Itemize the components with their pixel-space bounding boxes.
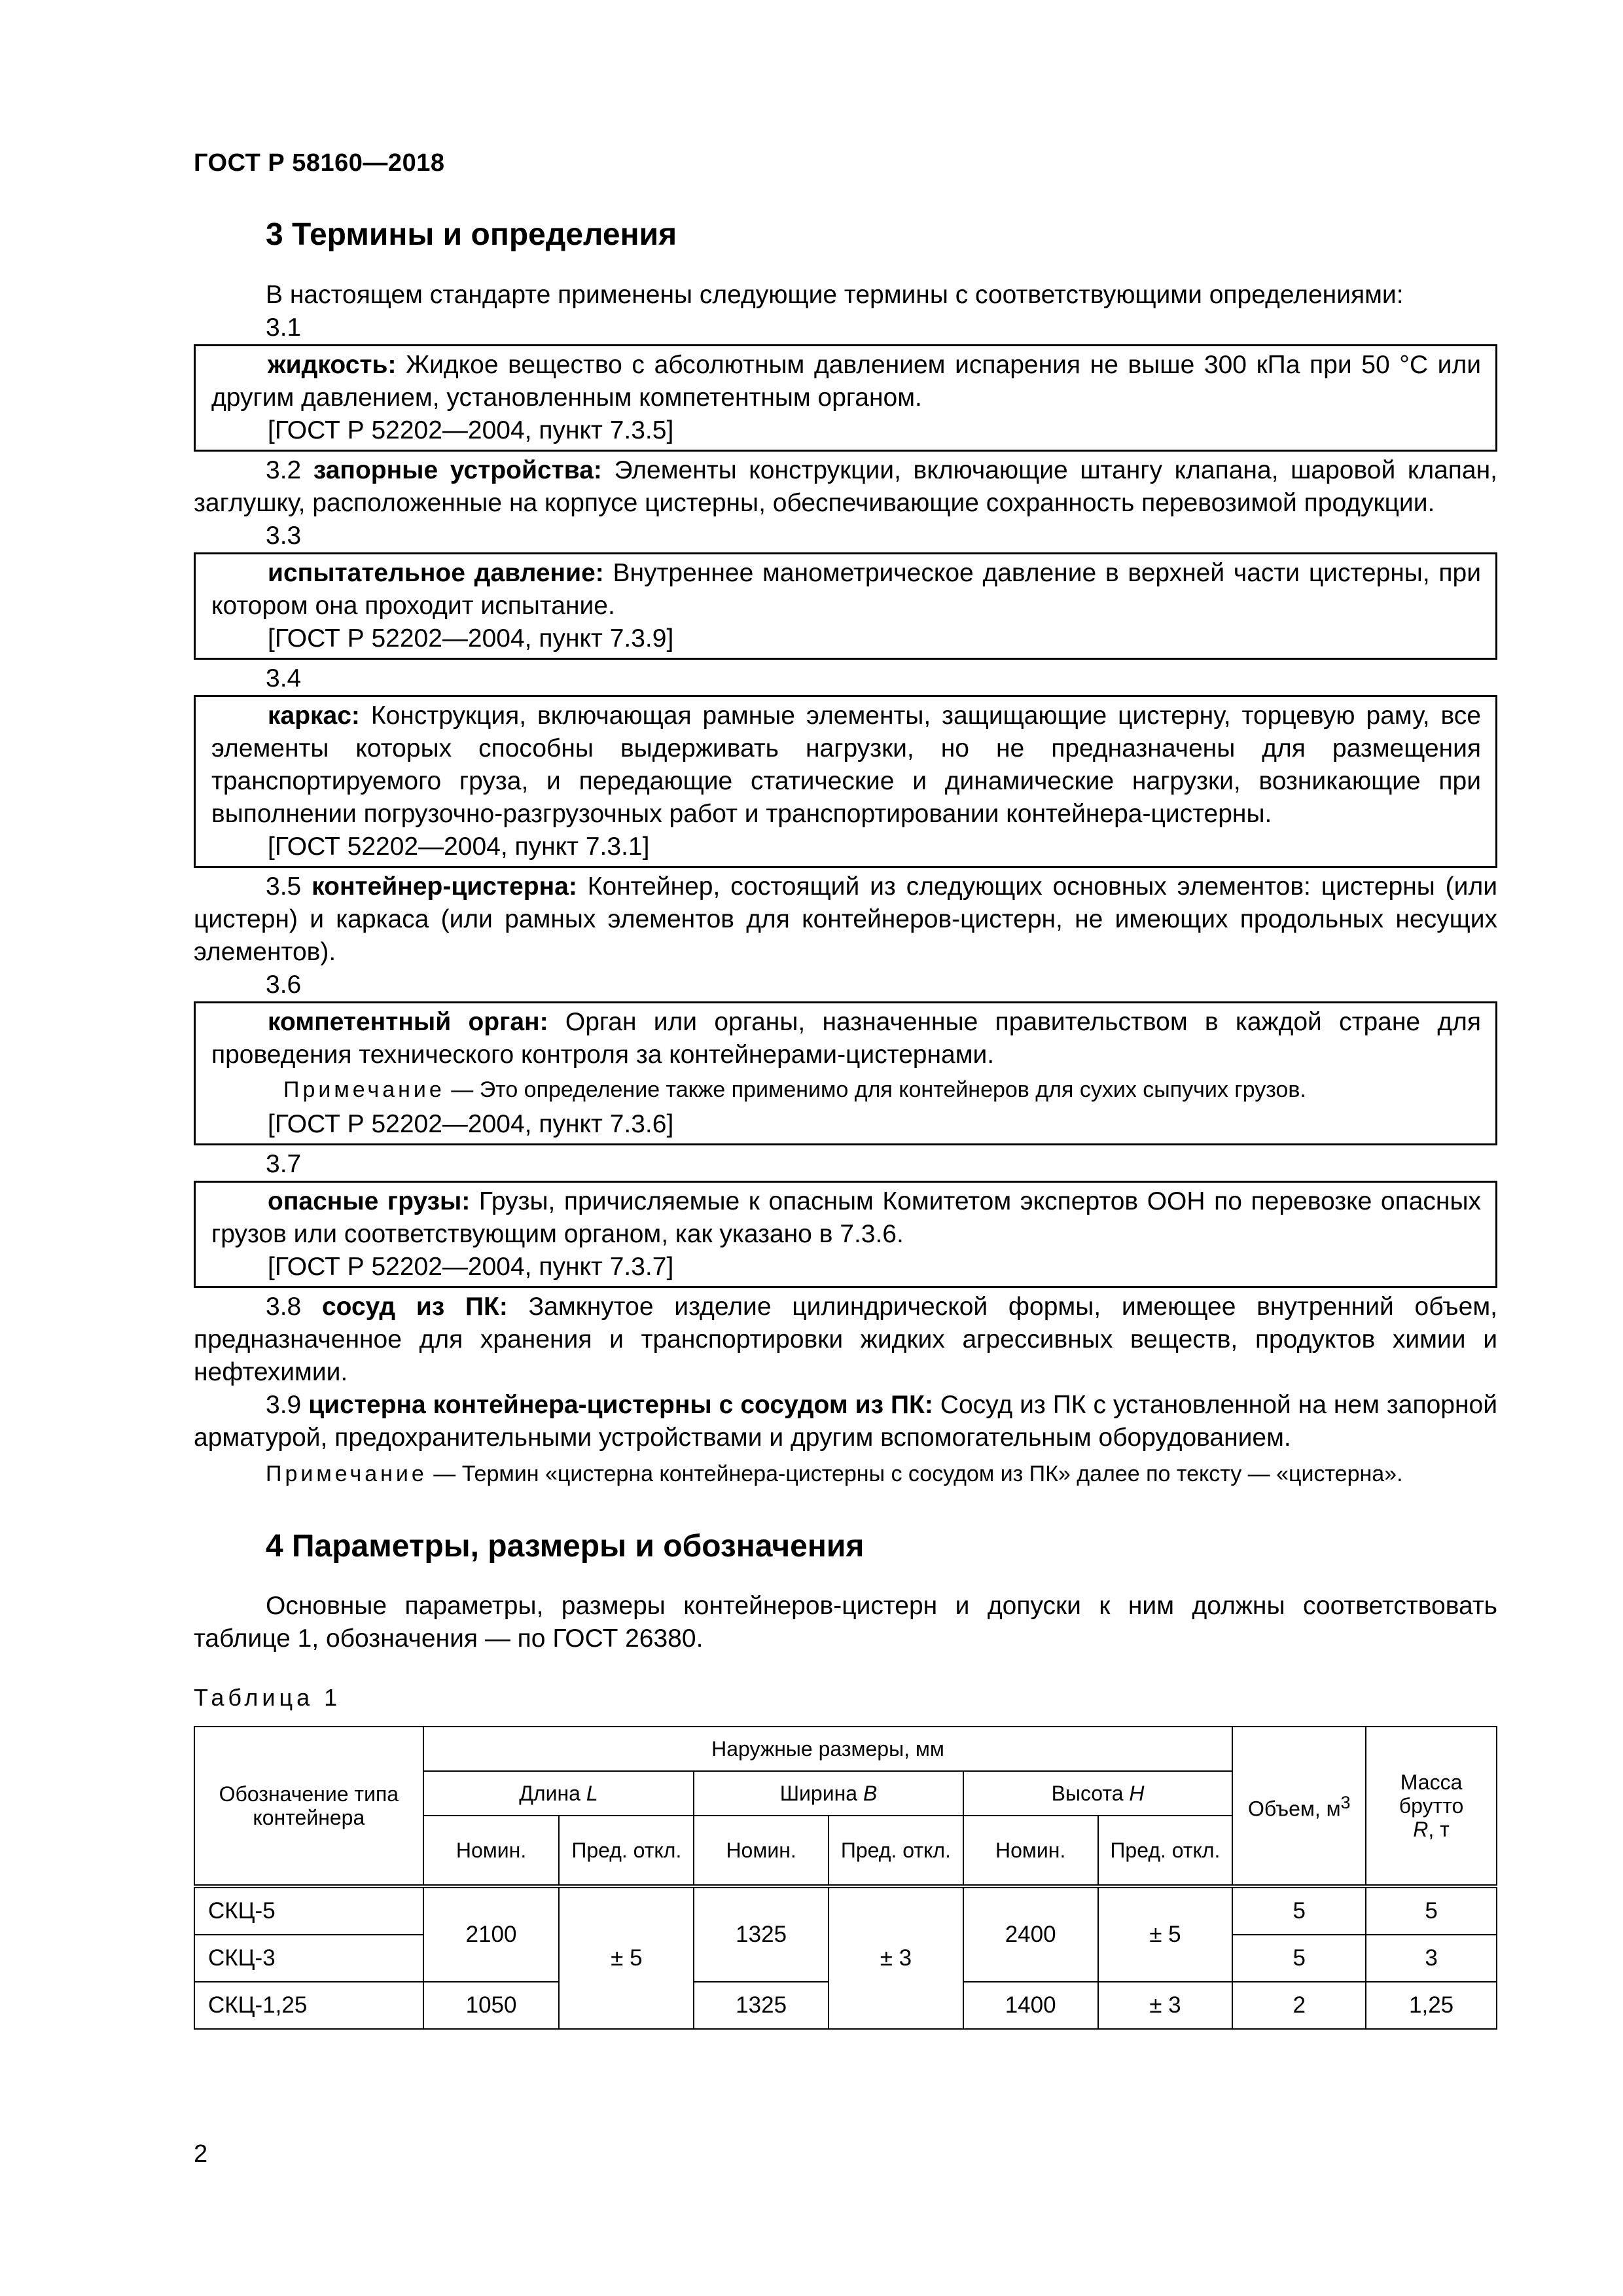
term-definition (211, 700, 1481, 831)
header-mass (1366, 1727, 1497, 1886)
term-name: сосуд из ПК: (321, 1292, 508, 1321)
cell-height-tolerance: ± 5 (1098, 1886, 1233, 1982)
section-3-intro: В настоящем стандарте применены следующие термины с соответствующими определениями: (266, 280, 1404, 309)
mass-symbol: R (1413, 1818, 1429, 1842)
volume-label: Объем, м (1247, 1797, 1341, 1821)
length-label: Длина (519, 1782, 586, 1806)
term-number: 3.6 (266, 970, 302, 999)
page-content (194, 216, 1497, 2030)
term-definition (211, 349, 1481, 414)
term-box (194, 1001, 1497, 1145)
section-4-title: 4 Параметры, размеры и обозначения (266, 1528, 865, 1564)
cell-width-nominal: 1325 (694, 1886, 829, 1982)
cell-mass: 1,25 (1366, 1982, 1497, 2029)
term-number: 3.5 (266, 872, 302, 901)
header-designation: Обозначение типа контейнера (194, 1727, 423, 1886)
header-length (423, 1771, 694, 1816)
cell-mass: 3 (1366, 1935, 1497, 1982)
header-nominal: Номин. (423, 1816, 560, 1886)
term-name: цистерна контейнера-цистерны с сосудом из ПК: (308, 1390, 933, 1419)
term-box (194, 552, 1497, 660)
mass-label: Масса брутто (1399, 1770, 1464, 1818)
section-4-intro: Основные параметры, размеры контейнеров-цистерн и допуски к ним должны соответствовать таблице 1, обозначения — по ГОСТ 26380. (194, 1592, 1497, 1653)
term-number: 3.8 (266, 1292, 302, 1321)
term-number: 3.4 (266, 664, 302, 692)
term-definition (211, 1185, 1481, 1251)
term-name: испытательное давление: (268, 558, 604, 587)
term-definition (194, 870, 1497, 969)
definition-text: Сосуд из ПК с установленной на нем запорной арматурой, предохранительными устройствами и другим вспомогательным оборудованием. (194, 1390, 1497, 1452)
definition-text: Контейнер, состоящий из следующих основных элементов: цистерны (или цистерн) и каркаса (или рамных элементов для контейнеров-цистерн, не имеющих продольных несущих элементов). (194, 872, 1497, 966)
term-number: 3.7 (266, 1149, 302, 1178)
width-symbol: B (863, 1782, 878, 1806)
term-source: [ГОСТ Р 52202—2004, пункт 7.3.9] (268, 624, 674, 653)
term-box (194, 1181, 1497, 1288)
cell-length-tolerance: ± 5 (559, 1886, 694, 2029)
cell-volume: 5 (1232, 1886, 1366, 1935)
height-symbol: H (1129, 1782, 1145, 1806)
page-number: 2 (194, 2140, 208, 2168)
term-definition (211, 557, 1481, 622)
definition-text: Внутреннее манометрическое давление в верхней части цистерны, при котором она проходит испытание. (211, 558, 1482, 620)
note-text: — Это определение также применимо для контейнеров для сухих сыпучих грузов. (444, 1077, 1306, 1102)
definition-text: Замкнутое изделие цилиндрической формы, имеющее внутренний объем, предназначенное для хранения и транспортировки жидких агрессивных веществ, продуктов химии и нефтехимии. (194, 1292, 1497, 1386)
definition-text: Жидкое вещество с абсолютным давлением испарения не выше 300 кПа при 50 °С или другим давлением, установленным компетентным органом. (211, 350, 1481, 412)
cell-height-nominal: 2400 (963, 1886, 1098, 1982)
term-definition (211, 1006, 1481, 1071)
header-tolerance: Пред. откл. (829, 1816, 963, 1886)
term-source: [ГОСТ Р 52202—2004, пункт 7.3.5] (268, 416, 674, 444)
term-name: компетентный орган: (268, 1007, 548, 1036)
cell-type: СКЦ-3 (194, 1935, 423, 1982)
height-label: Высота (1051, 1782, 1130, 1806)
cell-length-nominal: 1050 (423, 1982, 560, 2029)
term-number: 3.1 (266, 313, 302, 342)
note-label: Примечание (283, 1077, 445, 1102)
definition-text: Конструкция, включающая рамные элементы, защищающие цистерну, торцевую раму, все элементы которых способны выдерживать нагрузки, но не предназначены для размещения транспортируемого груза, и передающие статические и динамические нагрузки, возникающие при выполнении погрузочно-разгрузочных работ и транспортировании контейнера-цистерны. (211, 701, 1481, 828)
term-source: [ГОСТ 52202—2004, пункт 7.3.1] (268, 832, 650, 861)
note-text: — Термин «цистерна контейнера-цистерны с сосудом из ПК» далее по тексту — «цистерна». (427, 1461, 1403, 1486)
header-tolerance: Пред. откл. (1098, 1816, 1233, 1886)
cell-type: СКЦ-1,25 (194, 1982, 423, 2029)
term-note (194, 1457, 1497, 1491)
term-number: 3.9 (266, 1390, 302, 1419)
term-definition (194, 1389, 1497, 1454)
header-width (694, 1771, 963, 1816)
term-name: запорные устройства: (313, 456, 602, 484)
table-caption: Таблица 1 (194, 1684, 342, 1712)
cell-width-tolerance: ± 3 (829, 1886, 963, 2029)
cell-volume: 2 (1232, 1982, 1366, 2029)
mass-unit: , т (1428, 1818, 1450, 1842)
term-number: 3.3 (266, 521, 302, 550)
term-source: [ГОСТ Р 52202—2004, пункт 7.3.7] (268, 1252, 674, 1281)
header-nominal: Номин. (694, 1816, 829, 1886)
header-volume (1232, 1727, 1366, 1886)
length-symbol: L (586, 1782, 598, 1806)
cell-height-nominal: 1400 (963, 1982, 1098, 2029)
term-definition (194, 1291, 1497, 1389)
header-tolerance: Пред. откл. (559, 1816, 694, 1886)
term-source: [ГОСТ Р 52202—2004, пункт 7.3.6] (268, 1109, 674, 1138)
cell-length-nominal: 2100 (423, 1886, 560, 1982)
term-box (194, 695, 1497, 868)
table-row (194, 1886, 1497, 1935)
width-label: Ширина (779, 1782, 863, 1806)
term-name: опасные грузы: (268, 1187, 471, 1215)
header-height (963, 1771, 1233, 1816)
volume-superscript: 3 (1340, 1793, 1351, 1813)
term-name: каркас: (268, 701, 360, 730)
definition-text: Грузы, причисляемые к опасным Комитетом экспертов ООН по перевозке опасных грузов или соответствующим органом, как указано в 7.3.6. (211, 1187, 1481, 1248)
term-note (211, 1071, 1481, 1108)
definition-text: Элементы конструкции, включающие штангу клапана, шаровой клапан, заглушку, расположенные на корпусе цистерны, обеспечивающие сохранность перевозимой продукции. (194, 456, 1497, 517)
cell-type: СКЦ-5 (194, 1886, 423, 1935)
parameters-table (194, 1726, 1497, 2030)
cell-volume: 5 (1232, 1935, 1366, 1982)
term-name: контейнер-цистерна: (312, 872, 577, 901)
cell-mass: 5 (1366, 1886, 1497, 1935)
term-box (194, 344, 1497, 452)
definition-text: Орган или органы, назначенные правительством в каждой стране для проведения технического контроля за контейнерами-цистернами. (211, 1007, 1481, 1069)
cell-width-nominal: 1325 (694, 1982, 829, 2029)
section-3-title: 3 Термины и определения (266, 217, 677, 252)
header-nominal: Номин. (963, 1816, 1098, 1886)
document-id: ГОСТ Р 58160—2018 (194, 149, 445, 177)
note-label: Примечание (266, 1461, 427, 1486)
cell-height-tolerance: ± 3 (1098, 1982, 1233, 2029)
header-outer-dimensions: Наружные размеры, мм (423, 1727, 1233, 1771)
term-definition (194, 454, 1497, 520)
term-name: жидкость: (268, 350, 397, 379)
term-number: 3.2 (266, 456, 302, 484)
